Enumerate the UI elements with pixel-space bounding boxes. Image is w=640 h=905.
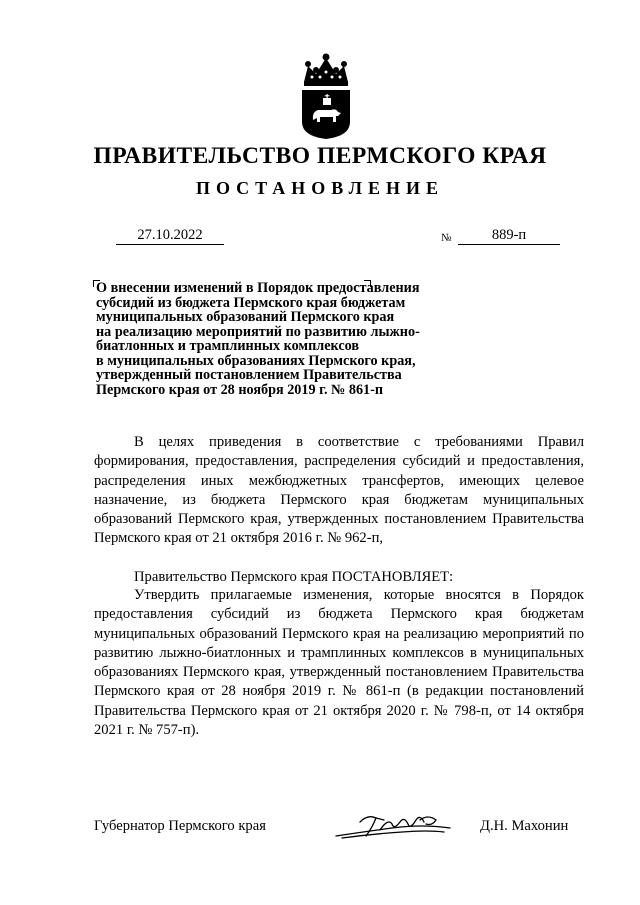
document-type: ПОСТАНОВЛЕНИЕ — [195, 178, 445, 198]
document-number-label: № — [441, 232, 452, 244]
document-date: 27.10.2022 — [116, 226, 224, 245]
subject-line: утвержденный постановлением Правительства — [96, 367, 402, 383]
body-paragraph-resolution: Правительство Пермского края ПОСТАНОВЛЯЕТ: — [134, 569, 454, 585]
body-paragraph-preamble: В целях приведения в соответствие с требованиями Правил формирования, предоставления, распределения субсидий и предоставления, распределения иных межбюджетных трансфертов, имеющих целевое назначение, из бюджета Пермского края бюджетам муниципальных образований Пермского края, утвержденных постановлением Правительства Пермского края от 21 октября 2016 г. № 962-п, — [94, 434, 584, 547]
subject-line: муниципальных образований Пермского края — [96, 309, 395, 325]
body-paragraph-decision: Утвердить прилагаемые изменения, которые вносятся в Порядок предоставления субсидий из бюджета Пермского края бюджетам муниципальных образований Пермского края на реализацию мероприятий по развитию лыжно-биатлонных и трамплинных комплексов в муниципальных образованиях Пермского края, утвержденный постановлением Правительства Пермского края от 28 ноября 2019 г. № 861-п (в редакции постановлений Правительства Пермского края от 21 октября 2020 г. № 798-п, от 14 октября 2021 г. № 757-п). — [94, 587, 584, 739]
subject-line: О внесении изменений в Порядок предоставления — [96, 280, 420, 296]
document-number: 889-п — [458, 226, 560, 245]
signature-icon — [332, 806, 454, 844]
document-subject — [96, 281, 476, 397]
subject-line: Пермского края от 28 ноября 2019 г. № 861-п — [96, 381, 384, 398]
subject-line: на реализацию мероприятий по развитию лыжно- — [96, 323, 420, 340]
subject-line: субсидий из бюджета Пермского края бюджетам — [96, 294, 406, 311]
subject-line: в муниципальных образованиях Пермского края, — [96, 352, 416, 369]
signer-title: Губернатор Пермского края — [94, 818, 266, 834]
coat-of-arms-icon — [298, 52, 354, 140]
government-title: ПРАВИТЕЛЬСТВО ПЕРМСКОГО КРАЯ — [93, 143, 547, 169]
signer-name: Д.Н. Махонин — [480, 818, 569, 834]
subject-line: биатлонных и трамплинных комплексов — [96, 338, 360, 354]
